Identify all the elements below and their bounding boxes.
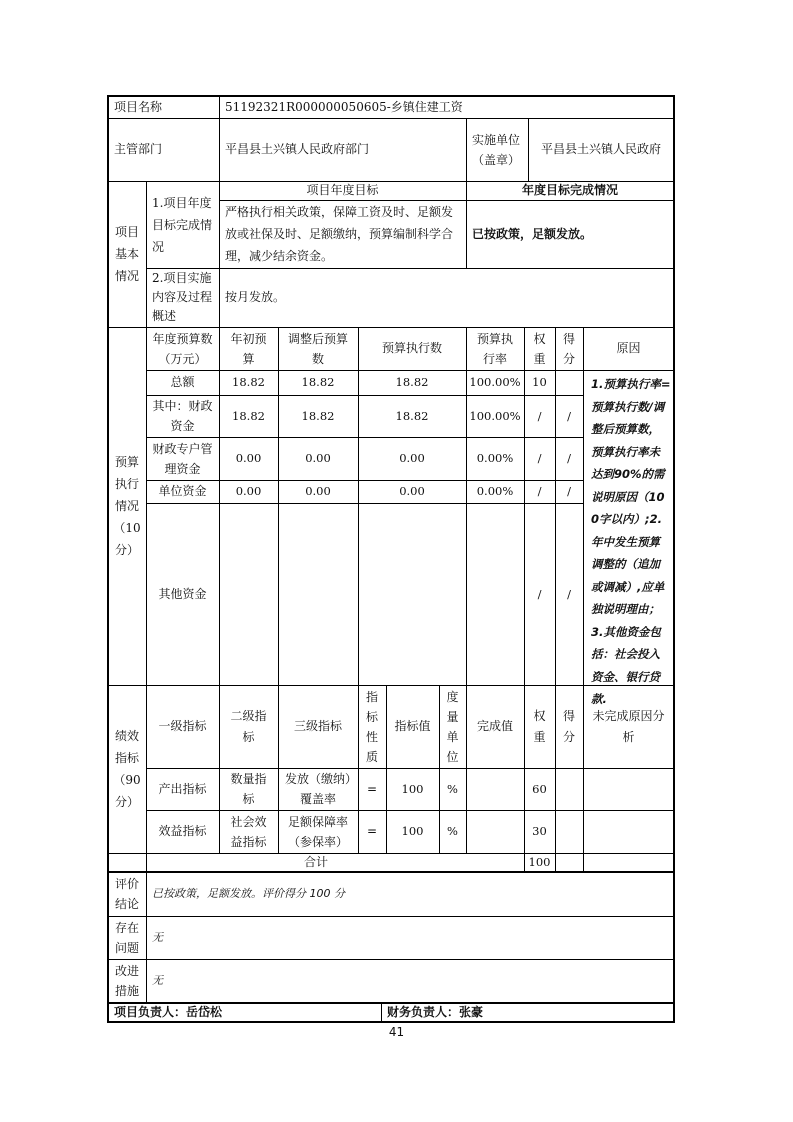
- perf-row1-nature: =: [366, 781, 378, 796]
- goal-header: 项目年度目标: [306, 183, 379, 197]
- budget-row-total-weight: 10: [532, 375, 547, 389]
- page-number: 41: [388, 1025, 405, 1039]
- budget-row-special-weight: /: [537, 451, 542, 465]
- budget-row-special-rate: 0.00%: [476, 451, 514, 465]
- perf-row1-reason: [583, 768, 674, 810]
- grid-h: [146, 810, 674, 811]
- budget-row-other-weight: /: [537, 586, 542, 601]
- grid-h-thick: [108, 871, 674, 873]
- table-outer-bottom: [107, 1021, 675, 1023]
- table-outer-top: [107, 95, 675, 97]
- improvements-text: 无: [152, 974, 163, 987]
- budget-reason-text: 1.预算执行率=预算执行数/调整后预算数，预算执行率未达到90%的需说明原因（100字以内）;2.年中发生预算调整的（追加或调减）,应单独说明理由；3.其他资金包括：社会投入资金、银行贷款.: [591, 377, 671, 706]
- perf-col-completed: 完成值: [476, 719, 513, 733]
- perf-row1-weight: 60: [532, 781, 547, 796]
- grid-v: [381, 1002, 382, 1022]
- perf-col-level3: 三级指标: [293, 719, 342, 733]
- budget-col-initial: 年初预算: [230, 331, 267, 366]
- budget-row-special-label: 财政专户管理资金: [152, 441, 213, 476]
- impl-label: 2.项目实施内容及过程概述: [152, 271, 213, 323]
- grid-h: [146, 480, 583, 481]
- grid-v: [528, 118, 529, 181]
- grid-v: [524, 327, 525, 871]
- impl-unit-label: 实施单位（盖章）: [472, 132, 521, 167]
- grid-v: [466, 181, 467, 268]
- budget-row-fiscal-initial: 18.82: [232, 408, 265, 423]
- perf-row1-completed: [466, 768, 524, 810]
- grid-h: [108, 685, 674, 686]
- budget-row-unit-score: /: [567, 484, 571, 498]
- perf-row1-level2: 数量指标: [230, 772, 267, 806]
- goal-text: 严格执行相关政策，保障工资及时、足额发放或社保及时、足额缴纳，预算编制科学合理，减少结余资金。: [225, 205, 454, 263]
- grid-h: [146, 503, 583, 504]
- perf-row1-level3: 发放（缴纳）覆盖率: [284, 772, 351, 806]
- perf-col-level1: 一级指标: [158, 719, 207, 733]
- budget-row-total-executed: 18.82: [395, 375, 429, 389]
- performance-section-label: 绩效指标（90分）: [113, 729, 141, 809]
- budget-section-label: 预算执行情况（10分）: [113, 455, 141, 557]
- perf-col-unit: 度量单位: [446, 689, 459, 764]
- grid-v: [146, 871, 147, 1002]
- table-outer-left: [107, 95, 109, 1023]
- improvements-label: 改进措施: [115, 963, 140, 998]
- budget-row-special-score: /: [567, 451, 571, 465]
- grid-h: [146, 437, 583, 438]
- project-lead: 项目负责人：岳岱松: [114, 1004, 223, 1019]
- grid-v: [555, 327, 556, 871]
- budget-row-total-initial: 18.82: [232, 375, 265, 389]
- budget-row-fiscal-weight: /: [537, 408, 542, 423]
- grid-v: [146, 181, 147, 871]
- budget-col-executed: 预算执行数: [381, 341, 442, 355]
- grid-h: [108, 118, 674, 119]
- budget-row-unit-weight: /: [537, 484, 542, 498]
- budget-row-total-score: [555, 370, 583, 395]
- budget-col-rate: 预算执行率: [476, 331, 513, 366]
- finance-lead: 财务负责人：张豪: [387, 1004, 484, 1019]
- budget-row-fiscal-rate: 100.00%: [469, 408, 521, 423]
- grid-v: [358, 327, 359, 853]
- grid-h: [108, 916, 674, 917]
- perf-row2-unit: %: [447, 824, 458, 838]
- goal-label: 1.项目年度目标完成情况: [152, 195, 213, 254]
- perf-row2-weight: 30: [532, 824, 547, 838]
- grid-h: [146, 268, 674, 269]
- perf-col-weight: 权重: [533, 708, 546, 744]
- perf-row2-level2: 社会效益指标: [230, 814, 267, 849]
- budget-row-fiscal-label: 其中：财政资金: [152, 399, 213, 433]
- dept-value: 平昌县土兴镇人民政府部门: [225, 142, 370, 156]
- perf-row2-level3: 足额保障率（参保率）: [287, 814, 348, 849]
- total-weight: 100: [528, 854, 551, 869]
- budget-row-total-adjusted: 18.82: [301, 375, 335, 389]
- grid-h-thick: [108, 1002, 674, 1004]
- grid-h: [146, 395, 583, 396]
- completion-text: 已按政策，足额发放。: [472, 226, 593, 241]
- perf-col-nature: 指标性质: [366, 689, 379, 764]
- budget-row-total-rate: 100.00%: [469, 375, 521, 389]
- grid-v: [278, 327, 279, 853]
- grid-v: [386, 685, 387, 853]
- problems-text: 无: [152, 931, 163, 944]
- conclusion-text: 已按政策，足额发放。评价得分 100 分: [152, 887, 345, 900]
- budget-row-other-rate: [466, 503, 524, 685]
- grid-h: [146, 370, 674, 371]
- perf-col-level2: 二级指标: [230, 708, 267, 744]
- grid-h: [146, 768, 674, 769]
- budget-row-unit-rate: 0.00%: [476, 484, 514, 498]
- perf-row2-score: [555, 810, 583, 853]
- perf-row1-unit: %: [447, 781, 458, 796]
- grid-v: [466, 118, 467, 181]
- budget-col-adjusted: 调整后预算数: [288, 331, 349, 366]
- budget-col-reason: 原因: [616, 341, 641, 355]
- budget-row-other-initial: [219, 503, 278, 685]
- budget-row-special-adjusted: 0.00: [305, 451, 331, 465]
- grid-h: [219, 200, 674, 201]
- budget-row-unit-initial: 0.00: [235, 484, 262, 498]
- perf-row1-level1: 产出指标: [158, 781, 207, 796]
- budget-row-fiscal-executed: 18.82: [395, 408, 429, 423]
- basic-section-label: 项目基本情况: [115, 225, 140, 283]
- table-outer-right: [673, 95, 675, 1023]
- perf-col-reason: 未完成原因分析: [592, 708, 665, 744]
- budget-row-other-executed: [358, 503, 466, 685]
- grid-h: [108, 327, 674, 328]
- budget-row-unit-adjusted: 0.00: [305, 484, 331, 498]
- budget-row-other-label: 其他资金: [158, 586, 207, 601]
- grid-v: [439, 685, 440, 853]
- budget-row-unit-label: 单位资金: [158, 484, 207, 498]
- perf-row1-score: [555, 768, 583, 810]
- grid-h: [108, 181, 674, 182]
- budget-row-special-initial: 0.00: [235, 451, 262, 465]
- perf-col-score: 得分: [562, 708, 575, 744]
- project-name-value: 51192321R000000050605-乡镇住建工资: [225, 99, 463, 114]
- budget-row-total-label: 总额: [170, 375, 195, 389]
- perf-row2-completed: [466, 810, 524, 853]
- budget-col-score: 得分: [562, 331, 575, 366]
- perf-row2-value: 100: [401, 824, 424, 838]
- perf-row2-reason: [583, 810, 674, 853]
- conclusion-label: 评价结论: [115, 876, 140, 911]
- impl-unit-value: 平昌县土兴镇人民政府: [540, 142, 661, 156]
- perf-row1-value: 100: [401, 781, 424, 796]
- grid-v: [466, 327, 467, 853]
- grid-h: [108, 853, 674, 854]
- perf-row2-level1: 效益指标: [158, 824, 207, 838]
- grid-v: [583, 327, 584, 871]
- dept-label: 主管部门: [114, 142, 163, 156]
- budget-row-other-score: /: [567, 586, 571, 601]
- budget-row-fiscal-score: /: [567, 408, 571, 423]
- total-label: 合计: [303, 854, 328, 869]
- impl-text: 按月发放。: [225, 290, 286, 304]
- completion-header: 年度目标完成情况: [521, 183, 618, 197]
- budget-col-annual: 年度预算数（万元）: [152, 331, 213, 366]
- perf-row2-nature: =: [366, 824, 378, 838]
- budget-row-special-executed: 0.00: [399, 451, 425, 465]
- budget-col-weight: 权重: [533, 331, 546, 366]
- grid-v: [219, 96, 220, 181]
- problems-label: 存在问题: [115, 920, 140, 955]
- grid-h: [108, 959, 674, 960]
- perf-col-value: 指标值: [394, 719, 431, 733]
- budget-row-other-adjusted: [278, 503, 358, 685]
- budget-row-fiscal-adjusted: 18.82: [301, 408, 335, 423]
- budget-row-unit-executed: 0.00: [399, 484, 425, 498]
- project-name-label: 项目名称: [114, 99, 163, 114]
- grid-v: [219, 181, 220, 853]
